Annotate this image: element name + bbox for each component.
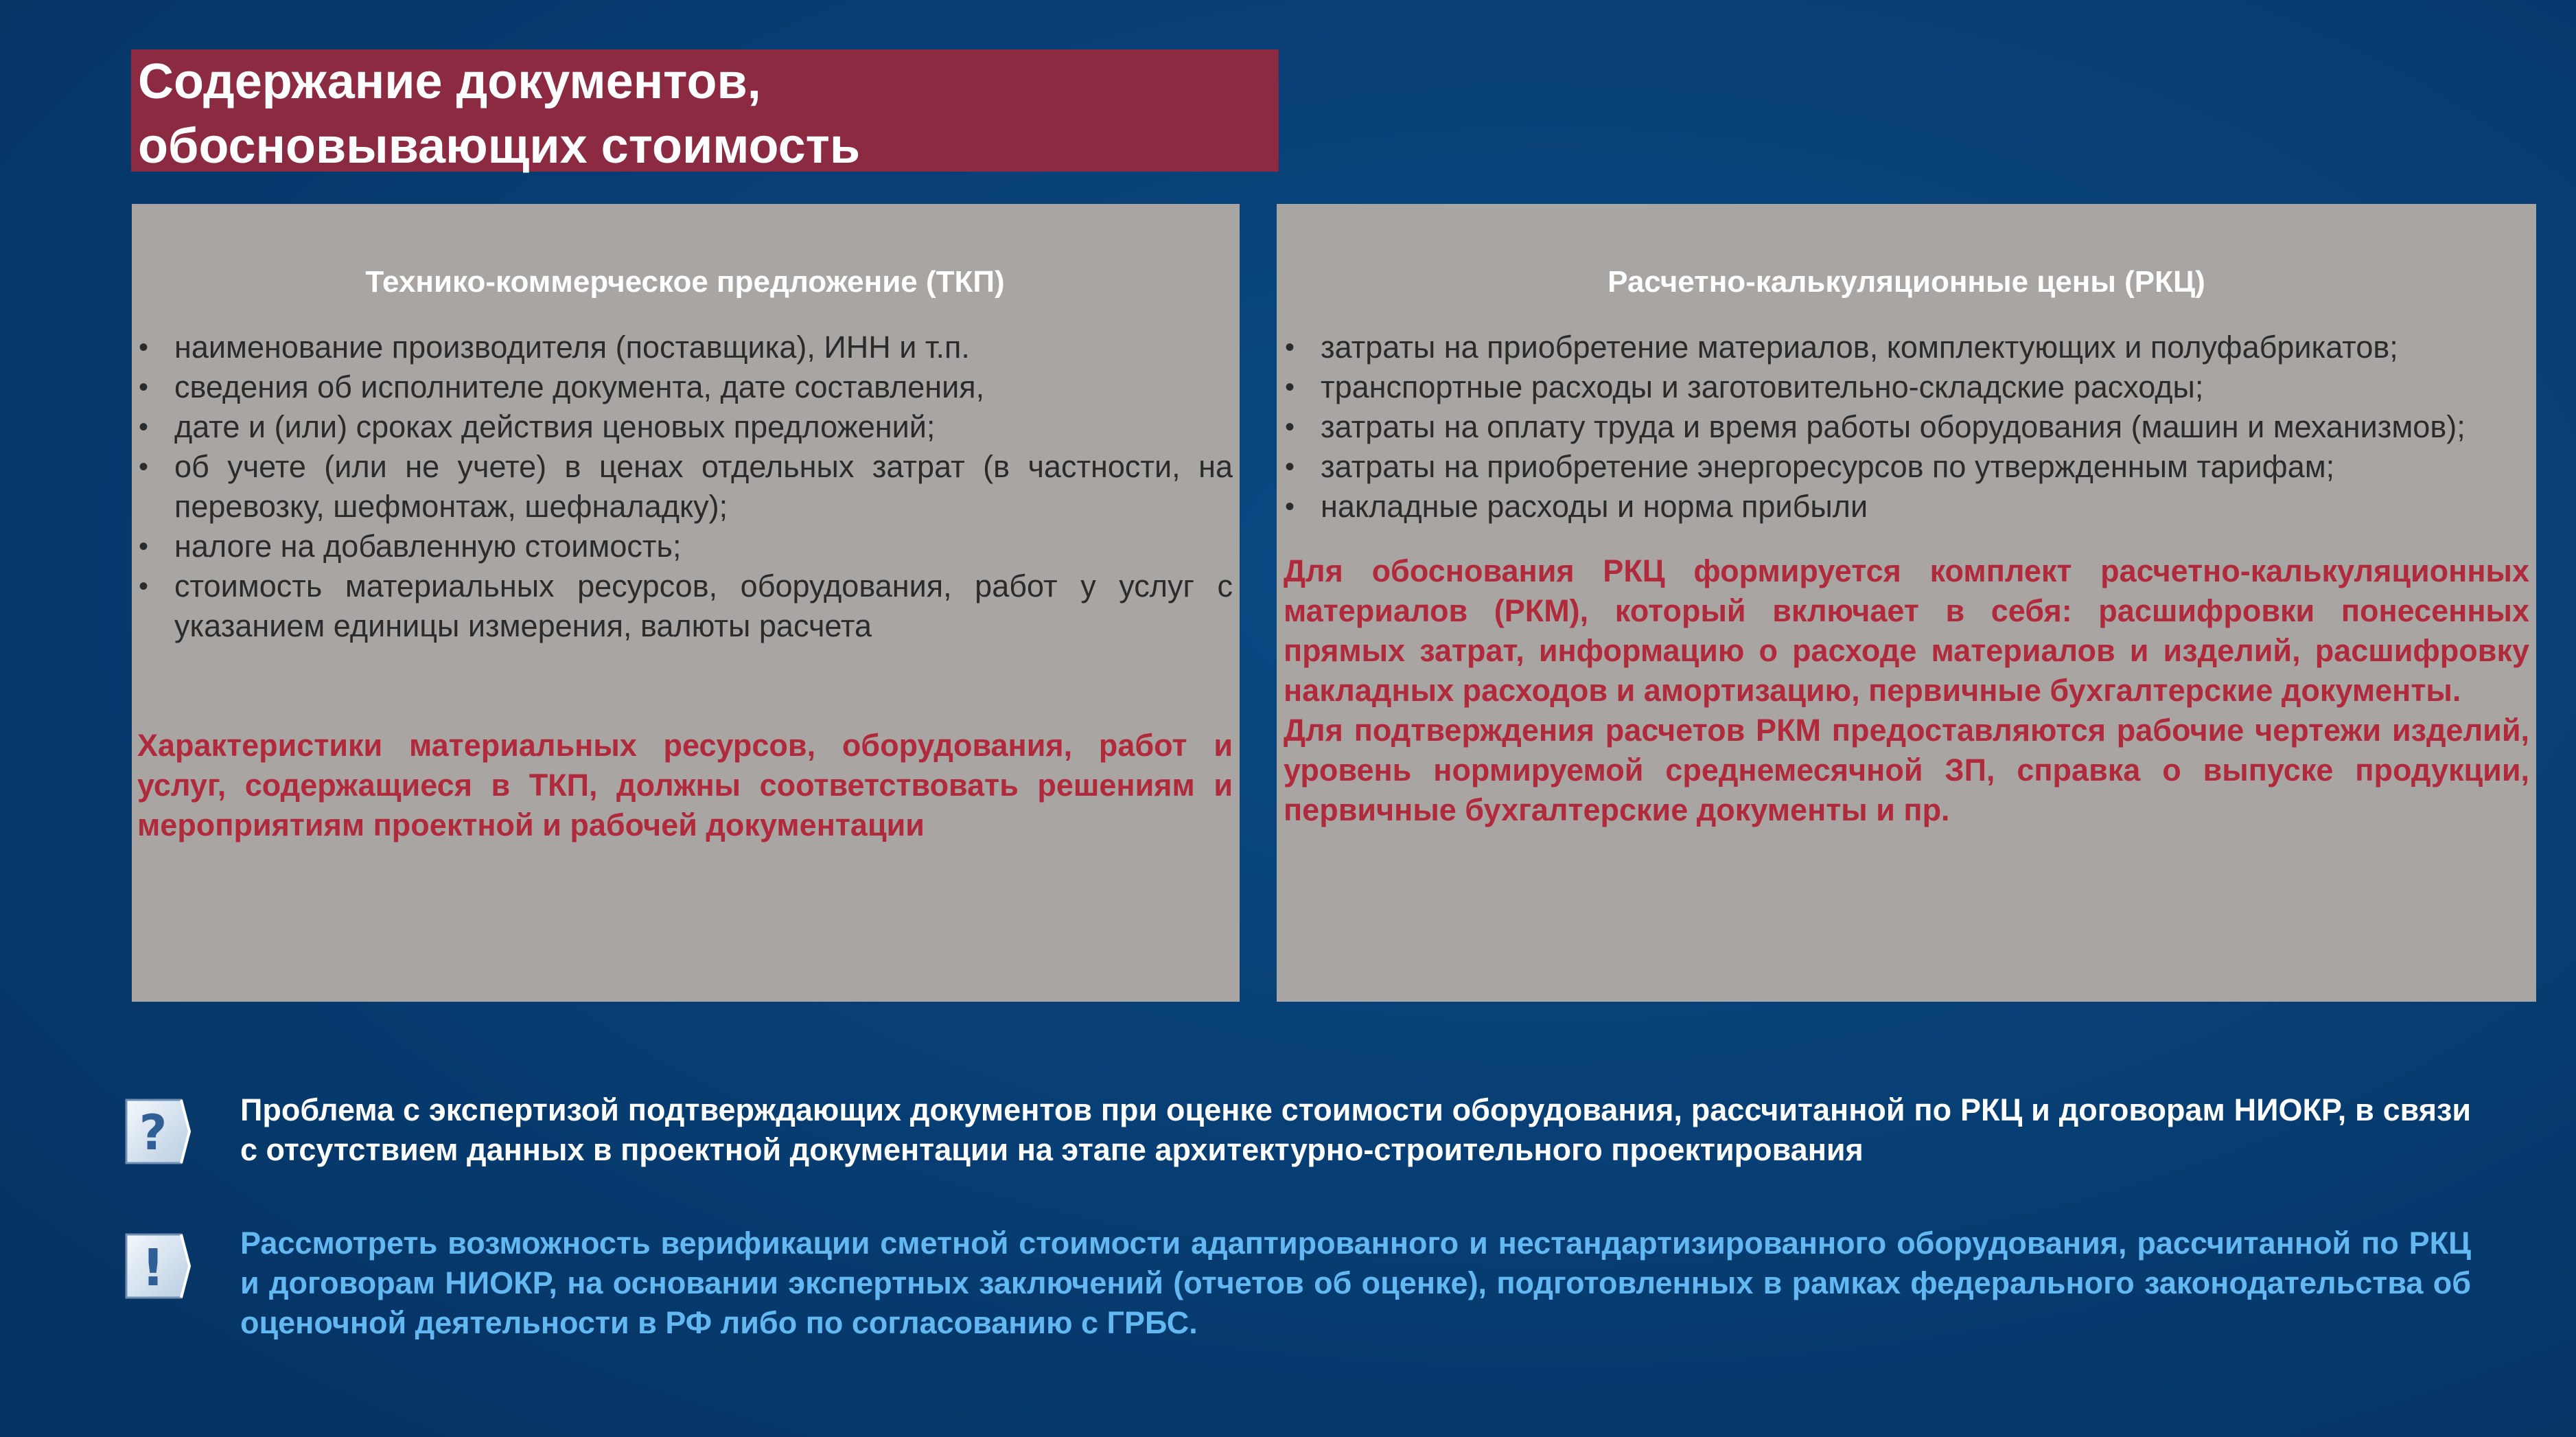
- list-item: • накладные расходы и норма прибыли: [1284, 487, 2529, 527]
- title-line-2: обосновывающих стоимость: [138, 119, 861, 174]
- rkc-heading: Расчетно-калькуляционные цены (РКЦ): [1608, 265, 2205, 299]
- proposal-text: Рассмотреть возможность верификации сметной стоимости адаптированного и нестандартизированного оборудования, рассчитанной по РКЦ и договорам НИОКР, на основании экспертных заключений (отчетов об оценке), подготовленных в рамках федерального законодательства об оценочной деятельности в РФ либо по согласованию с ГРБС.: [240, 1226, 2471, 1340]
- rkc-panel: [1277, 204, 2536, 1002]
- list-item: • затраты на приобретение материалов, комплектующих и полуфабрикатов;: [1284, 327, 2529, 367]
- problem-note: [124, 1090, 2471, 1170]
- title-line-1: Содержание документов,: [138, 54, 761, 109]
- list-item: • затраты на приобретение энергоресурсов по утвержденным тарифам;: [1284, 447, 2529, 487]
- problem-text: Проблема с экспертизой подтверждающих документов при оценке стоимости оборудования, рассчитанной по РКЦ и договорам НИОКР, в связи с отсутствием данных в проектной документации на этапе архитектурно-строительного проектирования: [240, 1092, 2471, 1167]
- list-item: • затраты на оплату труда и время работы оборудования (машин и механизмов);: [1284, 407, 2529, 447]
- tkp-list: [137, 327, 1233, 646]
- list-item: • дате и (или) сроках действия ценовых предложений;: [137, 407, 1233, 447]
- rkc-note-confirmation: Для подтверждения расчетов РКМ предоставляются рабочие чертежи изделий, уровень нормируемой среднемесячной ЗП, справка о выпуске продукции, первичные бухгалтерские документы и пр.: [1284, 713, 2529, 827]
- svg-text:!: !: [141, 1239, 165, 1298]
- list-item: • сведения об исполнителе документа, дате составления,: [137, 367, 1233, 407]
- svg-text:?: ?: [139, 1105, 167, 1161]
- list-item: • стоимость материальных ресурсов, оборудования, работ у услуг с указанием единицы измерения, валюты расчета: [137, 566, 1233, 646]
- tkp-note: Характеристики материальных ресурсов, оборудования, работ и услуг, содержащиеся в ТКП, должны соответствовать решениям и мероприятиям проектной и рабочей документации: [137, 728, 1233, 842]
- list-item: • наименование производителя (поставщика), ИНН и т.п.: [137, 327, 1233, 367]
- exclamation-icon: [124, 1232, 192, 1300]
- slide-title: [131, 49, 1279, 172]
- tkp-panel: [132, 204, 1240, 1002]
- rkc-list: [1284, 327, 2529, 527]
- proposal-note: [124, 1223, 2471, 1343]
- list-item: • налоге на добавленную стоимость;: [137, 527, 1233, 566]
- list-item: • транспортные расходы и заготовительно-складские расходы;: [1284, 367, 2529, 407]
- list-item: • об учете (или не учете) в ценах отдельных затрат (в частности, на перевозку, шефмонтаж, шефналадку);: [137, 447, 1233, 527]
- rkc-note-composition: Для обоснования РКЦ формируется комплект расчетно-калькуляционных материалов (РКМ), который включает в себя: расшифровки понесенных прямых затрат, информацию о расходе материалов и изделий, расшифровку накладных расходов и амортизацию, первичные бухгалтерские документы.: [1284, 553, 2529, 708]
- question-icon: [124, 1097, 192, 1166]
- tkp-heading: Технико-коммерческое предложение (ТКП): [365, 265, 1005, 299]
